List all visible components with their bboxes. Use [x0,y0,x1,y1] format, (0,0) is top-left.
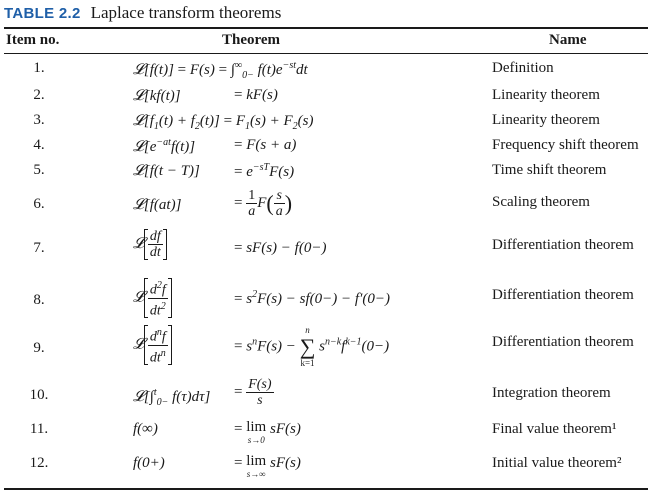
theorem-rhs: = sF(s) − f(0−) [234,240,327,256]
theorem-rhs: = $s^nF(s)$ − n ∑ k=1 $s^{n-k}f^{k-1}(0-)$ [234,325,390,368]
item-number: 7. [33,240,45,256]
header-rule [4,53,648,54]
theorem-name: Definition [492,60,554,76]
item-number: 6. [33,196,45,212]
theorem-name: Differentiation theorem [492,237,634,253]
theorem-lhs: 𝓛[f(t)] = $F(s) = \int^\infty_{0-}$ $f(t)e^{-st}dt$ [133,60,308,81]
item-number: 11. [29,421,49,437]
theorem-lhs: 𝓛 $\frac{df}{dt}$ [133,229,167,260]
theorem-lhs: 𝓛[∫$^t_{0-}$ f(τ)dτ] [133,387,211,408]
item-number: 4. [33,137,45,153]
theorem-rhs: = $e^{-sT}F(s)$ [234,162,295,180]
item-number: 3. [33,112,45,128]
theorem-lhs: 𝓛[f(at)] [133,197,182,213]
theorem-rhs: = kF(s) [234,87,278,103]
theorem-name: Linearity theorem [492,112,600,128]
theorem-name: Differentiation theorem [492,334,634,350]
item-number: 2. [33,87,45,103]
top-rule [4,27,648,29]
theorem-rhs: = lim s→∞ sF(s) [234,453,301,479]
theorem-rhs: = $\frac{F(s)}{s}$ [234,377,272,408]
item-number: 9. [33,340,45,356]
theorem-name: Linearity theorem [492,87,600,103]
theorem-rhs: = $\frac{1}{a}$ F( $\frac{s}{a}$ ) [234,188,293,219]
header-name: Name [549,32,587,48]
theorem-name: Final value theorem¹ [492,421,617,437]
table-title: Laplace transform theorems [90,3,282,22]
theorem-rhs: = lim s→0 sF(s) [234,419,301,445]
theorem-lhs: $𝓛[f_1(t) + f_2(t)] = F_1(s) + F_2(s)$ [133,113,314,132]
header-theorem: Theorem [222,32,281,48]
theorem-name: Frequency shift theorem [492,137,639,153]
theorem-lhs: f(0+) [133,455,165,471]
theorem-name: Differentiation theorem [492,287,634,303]
item-number: 8. [33,292,45,308]
header-item-no: Item no. [6,32,60,48]
theorem-name: Scaling theorem [492,194,590,210]
theorem-name: Time shift theorem [492,162,607,178]
item-number: 1. [33,60,45,76]
theorem-rhs: = F(s + a) [234,137,297,153]
item-number: 12. [29,455,49,471]
theorem-lhs: 𝓛 $\frac{d^2f}{dt^2}$ [133,278,172,318]
theorem-lhs: $𝓛[e^{-at}f(t)]$ [133,137,196,155]
table-caption [4,3,281,23]
theorem-name: Integration theorem [492,385,611,401]
theorem-name: Initial value theorem² [492,455,622,471]
theorem-lhs: 𝓛[f(t − T)] [133,163,200,179]
theorem-rhs: = $s^2F(s) - sf(0-) - f'(0-)$ [234,289,390,307]
item-number: 5. [33,162,45,178]
theorem-lhs: f(∞) [133,421,158,437]
theorem-lhs: 𝓛 $\frac{d^nf}{dt^n}$ [133,325,172,365]
bottom-rule [4,488,648,490]
item-number: 10. [29,387,49,403]
theorem-lhs: 𝓛[kf(t)] [133,88,181,104]
table-number: TABLE 2.2 [4,5,81,22]
